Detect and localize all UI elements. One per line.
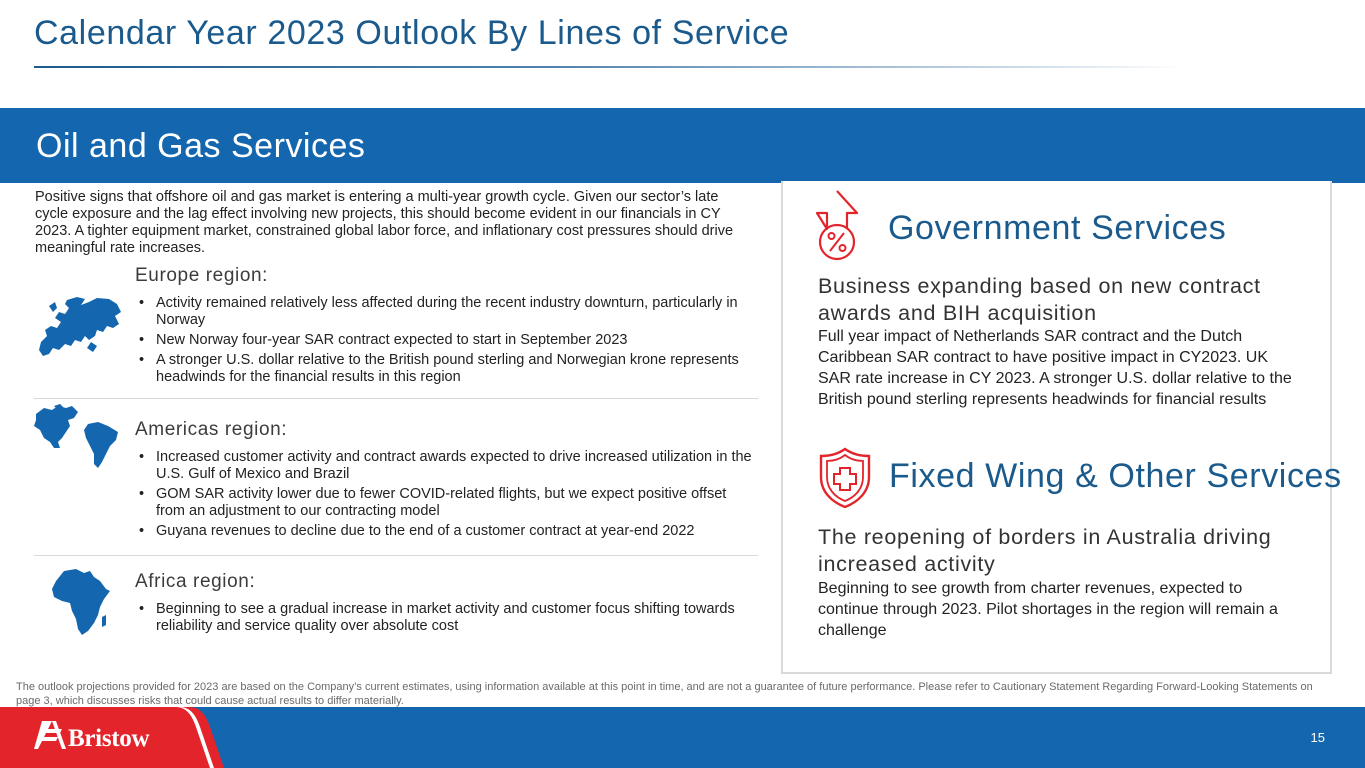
bristow-logo-wordmark: Bristow xyxy=(68,725,150,752)
list-item: • Guyana revenues to decline due to the end of a customer contract at year-end 2022 xyxy=(139,523,695,539)
list-item: • GOM SAR activity lower due to fewer COVID-related flights, but we expect positive offset from an adjustment to our contracting model xyxy=(139,486,727,519)
list-item: • Increased customer activity and contract awards expected to drive increased utilization in the U.S. Gulf of Mexico and Brazil xyxy=(139,449,752,482)
oil-gas-intro: Positive signs that offshore oil and gas market is entering a multi-year growth cycle. Given our sector’s late cycle exposure and the lag effect involving new projects, this should become evident in our financials in CY 2023. A tighter equipment market, constrained global labor force, and inflationary cost pressures should drive meaningful rate increases. xyxy=(35,189,734,256)
region-title: Africa region: xyxy=(135,571,256,592)
fixed-wing-services-body: Beginning to see growth from charter revenues, expected to continue through 2023. Pilot shortages in the region will remain a challenge xyxy=(818,580,1278,639)
government-services-body: Full year impact of Netherlands SAR contract and the Dutch Caribbean SAR contract to have positive impact in CY2023. UK SAR rate increase in CY 2023. A stronger U.S. dollar relative to the British pound sterling represents headwinds for financial results xyxy=(818,328,1292,408)
page-number: 15 xyxy=(1310,730,1325,745)
region-divider xyxy=(34,398,758,399)
africa-map-icon xyxy=(50,569,112,637)
footer-bar xyxy=(0,707,1365,768)
government-services-subtitle: Business expanding based on new contract awards and BIH acquisition xyxy=(818,274,1261,325)
europe-map-icon xyxy=(37,296,123,362)
list-item: • A stronger U.S. dollar relative to the British pound sterling and Norwegian krone represents headwinds for the financial results in this region xyxy=(139,352,739,385)
page-title: Calendar Year 2023 Outlook By Lines of Service xyxy=(34,14,790,52)
list-item: • Beginning to see a gradual increase in market activity and customer focus shifting towards reliability and service quality over absolute cost xyxy=(139,601,735,634)
list-item: • Activity remained relatively less affected during the recent industry downturn, particularly in Norway xyxy=(139,295,738,328)
americas-map-icon xyxy=(32,404,122,470)
americas-region xyxy=(135,419,755,543)
region-title: Americas region: xyxy=(135,419,288,440)
region-divider xyxy=(34,555,758,556)
medical-shield-icon xyxy=(818,447,872,509)
list-item: • New Norway four-year SAR contract expected to start in September 2023 xyxy=(139,332,628,348)
europe-region xyxy=(135,265,755,389)
fixed-wing-services-subtitle: The reopening of borders in Australia driving increased activity xyxy=(818,525,1272,576)
bristow-logo-mark-icon xyxy=(34,719,68,755)
government-services-title: Government Services xyxy=(888,209,1227,247)
africa-region xyxy=(135,571,755,638)
fixed-wing-services-title: Fixed Wing & Other Services xyxy=(889,457,1342,495)
disclaimer-footnote: The outlook projections provided for 2023 are based on the Company’s current estimates, using information available at this point in time, and are not a guarantee of future performance. Please refer to Cautionary Statement Regarding Forward-Looking Statements on page 3, which discusses risks that could cause actual results to differ materially. xyxy=(16,681,1313,707)
percent-arrow-up-icon xyxy=(814,189,860,263)
title-divider xyxy=(34,66,1184,68)
oil-gas-title: Oil and Gas Services xyxy=(36,127,366,165)
region-title: Europe region: xyxy=(135,265,269,286)
